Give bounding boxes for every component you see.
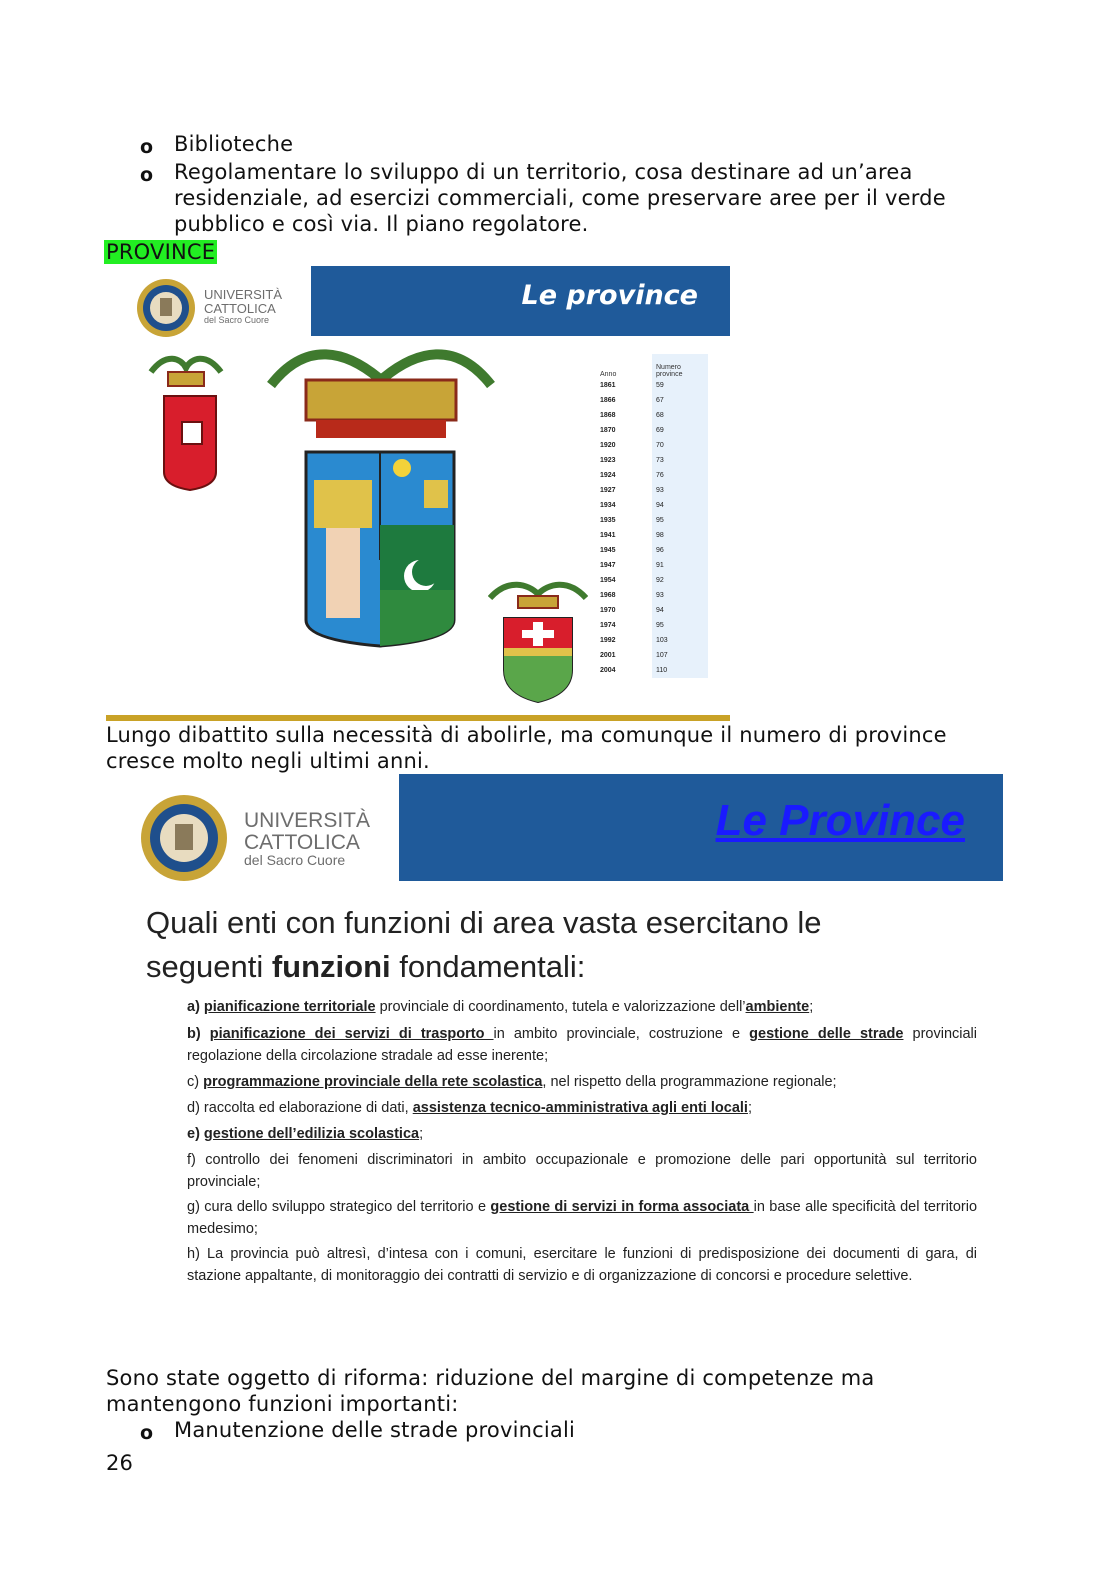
coat-of-arms-small-icon — [146, 350, 226, 492]
table-cell-year: 1992 — [600, 637, 616, 644]
table-cell-count: 94 — [652, 603, 708, 618]
table-cell-count: 94 — [652, 498, 708, 513]
list-item: Regolamentare lo sviluppo di un territorio, cosa destinare ad un’area residenziale, ad esercizi commerciali, come preservare aree per il verde pubblico e così via. Il piano regolatore. — [174, 160, 946, 236]
table-cell-year: 1968 — [600, 592, 616, 599]
slide-title: Le province — [521, 280, 698, 311]
function-item-e: e) gestione dell’edilizia scolastica; — [187, 1126, 424, 1142]
function-item-b: b) pianificazione dei servizi di trasporto in ambito provinciale, costruzione e gestione delle strade provinciali regolazione della circolazione stradale ad esse inerente; — [187, 1026, 977, 1064]
university-seal-icon — [140, 794, 228, 882]
table-cell-year: 1870 — [600, 427, 616, 434]
coat-of-arms-savoy-icon — [488, 578, 588, 706]
bullet-marker: o — [140, 1422, 154, 1444]
heading-text-end: fondamentali: — [390, 949, 586, 984]
table-cell-year: 1945 — [600, 547, 616, 554]
table-row — [596, 423, 708, 438]
table-cell-year: 1974 — [600, 622, 616, 629]
list-item: Biblioteche — [174, 132, 294, 156]
paragraph-abolition: Lungo dibattito sulla necessità di abolirle, ma comunque il numero di province cresce molto negli ultimi anni. — [106, 723, 947, 773]
table-cell-year: 1920 — [600, 442, 616, 449]
province-table — [596, 354, 708, 678]
table-row — [596, 468, 708, 483]
slide-title-banner — [311, 266, 730, 336]
table-cell-year: 1934 — [600, 502, 616, 509]
university-logo — [136, 278, 196, 342]
table-row — [596, 438, 708, 453]
university-seal-icon — [136, 278, 196, 338]
function-item-c: c) programmazione provinciale della rete scolastica, nel rispetto della programmazione regionale; — [187, 1074, 837, 1090]
table-row — [596, 453, 708, 468]
table-row — [596, 618, 708, 633]
logo-line3: del Sacro Cuore — [204, 315, 270, 325]
table-cell-year: 2001 — [600, 652, 616, 659]
logo-line1: UNIVERSITÀ — [244, 809, 371, 832]
table-cell-year: 1924 — [600, 472, 616, 479]
table-cell-count: 110 — [652, 663, 708, 678]
table-cell-count: 76 — [652, 468, 708, 483]
table-cell-year: 1970 — [600, 607, 616, 614]
logo-line3: del Sacro Cuore — [244, 852, 346, 868]
table-row — [596, 408, 708, 423]
heading-text: Quali enti con funzioni di area vasta esercitano le seguenti — [146, 905, 822, 984]
table-row — [596, 393, 708, 408]
slide-bottom-rule — [106, 715, 730, 721]
slide-heading — [146, 901, 926, 989]
table-cell-count: 95 — [652, 513, 708, 528]
page-number: 26 — [106, 1451, 134, 1475]
table-cell-year: 1923 — [600, 457, 616, 464]
table-header-numero: Numero province — [652, 354, 708, 378]
table-cell-count: 95 — [652, 618, 708, 633]
table-cell-count: 93 — [652, 588, 708, 603]
table-row — [596, 558, 708, 573]
table-row — [596, 528, 708, 543]
table-row — [596, 543, 708, 558]
table-cell-count: 96 — [652, 543, 708, 558]
table-row — [596, 378, 708, 393]
table-cell-year: 1954 — [600, 577, 616, 584]
slide-le-province-1 — [106, 266, 730, 722]
slide-title-banner — [399, 774, 1003, 881]
logo-line1: UNIVERSITÀ — [204, 287, 283, 302]
table-cell-year: 1861 — [600, 382, 616, 389]
table-cell-count: 70 — [652, 438, 708, 453]
table-cell-count: 107 — [652, 648, 708, 663]
logo-line2: CATTOLICA — [204, 301, 276, 316]
table-cell-count: 93 — [652, 483, 708, 498]
function-item-h: h) La provincia può altresì, d’intesa con i comuni, esercitare le funzioni di predisposizione dei documenti di gara, di stazione appaltante, di monitoraggio dei contratti di servizio e di organizzazione di concorsi e procedure selettive. — [187, 1246, 977, 1284]
table-cell-year: 2004 — [600, 667, 616, 674]
table-cell-year: 1947 — [600, 562, 616, 569]
table-cell-count: 73 — [652, 453, 708, 468]
table-row — [596, 588, 708, 603]
section-label — [104, 239, 217, 265]
table-cell-count: 98 — [652, 528, 708, 543]
table-row — [596, 663, 708, 678]
table-cell-count: 59 — [652, 378, 708, 393]
table-cell-year: 1868 — [600, 412, 616, 419]
table-row — [596, 603, 708, 618]
list-item: Manutenzione delle strade provinciali — [174, 1418, 576, 1442]
slide-title: Le Province — [715, 796, 965, 845]
table-cell-count: 91 — [652, 558, 708, 573]
slide-le-province-2 — [106, 774, 1003, 1314]
university-logo — [140, 794, 228, 886]
table-row — [596, 633, 708, 648]
table-row — [596, 513, 708, 528]
table-cell-count: 103 — [652, 633, 708, 648]
function-item-g: g) cura dello sviluppo strategico del territorio e gestione di servizi in forma associata in base alle specificità del territorio medesimo; — [187, 1199, 978, 1237]
function-item-f: f) controllo dei fenomeni discriminatori in ambito occupazionale e promozione delle pari opportunità sul territorio provinciale; — [187, 1152, 977, 1190]
table-cell-count: 92 — [652, 573, 708, 588]
table-cell-count: 67 — [652, 393, 708, 408]
table-row — [596, 648, 708, 663]
table-row — [596, 498, 708, 513]
table-cell-year: 1866 — [600, 397, 616, 404]
table-row — [596, 483, 708, 498]
function-item-d: d) raccolta ed elaborazione di dati, assistenza tecnico-amministrativa agli enti locali; — [187, 1100, 752, 1116]
logo-line2: CATTOLICA — [244, 831, 360, 854]
bullet-marker: o — [140, 136, 154, 158]
table-cell-count: 68 — [652, 408, 708, 423]
table-header-anno: Anno — [600, 371, 617, 378]
function-item-a: a) pianificazione territoriale provinciale di coordinamento, tutela e valorizzazione dell’ambiente; — [187, 999, 814, 1015]
table-cell-year: 1941 — [600, 532, 616, 539]
table-row — [596, 573, 708, 588]
table-cell-year: 1935 — [600, 517, 616, 524]
table-cell-count: 69 — [652, 423, 708, 438]
paragraph-reform: Sono state oggetto di riforma: riduzione del margine di competenze ma mantengono funzioni importanti: — [106, 1366, 875, 1416]
bullet-marker: o — [140, 164, 154, 186]
coat-of-arms-large-icon — [266, 340, 496, 656]
table-cell-year: 1927 — [600, 487, 616, 494]
heading-bold: funzioni — [271, 949, 391, 984]
section-label-highlight: PROVINCE — [106, 240, 216, 264]
